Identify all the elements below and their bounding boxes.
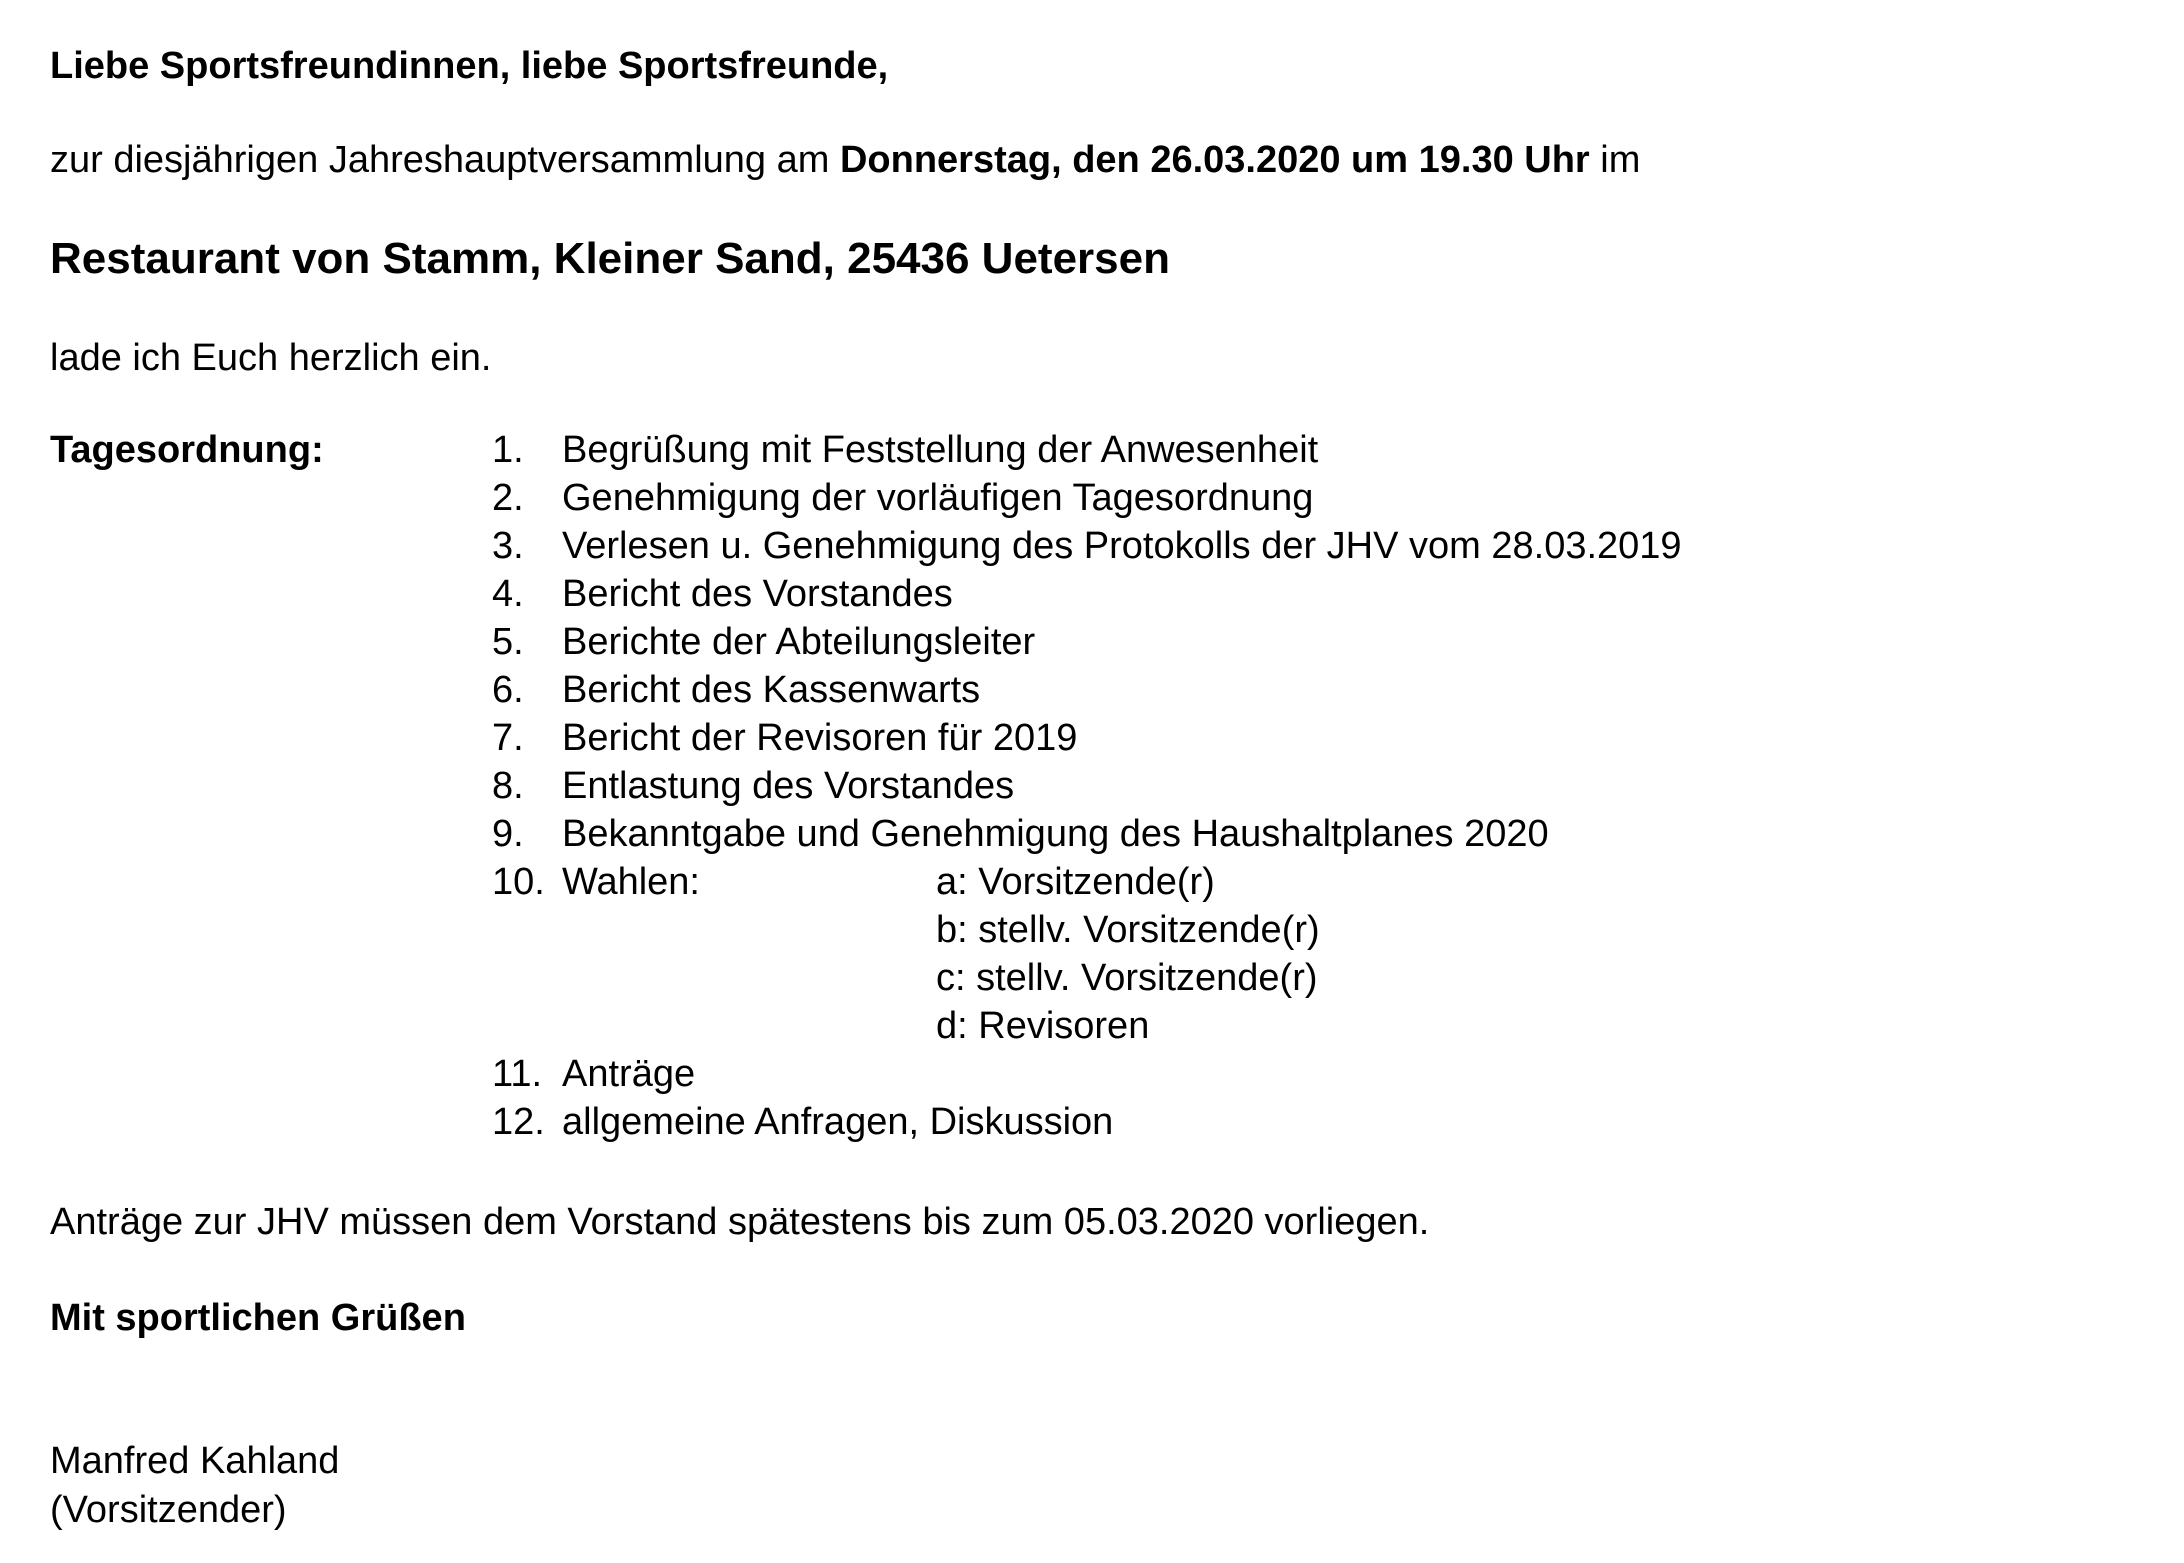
agenda-item-number: 6. — [492, 669, 524, 711]
intro-text-before: zur diesjährigen Jahreshauptversammlung am — [50, 139, 840, 181]
agenda-item-text: Anträge — [562, 1053, 696, 1095]
deadline-text: Anträge zur JHV müssen dem Vorstand spätestens bis zum 05.03.2020 vorliegen. — [50, 1201, 1430, 1243]
salutation: Liebe Sportsfreundinnen, liebe Sportsfreunde, — [50, 45, 889, 87]
meeting-date: Donnerstag, den 26.03.2020 um 19.30 Uhr — [839, 139, 1590, 181]
wahlen-options-list — [936, 860, 1320, 1052]
intro-text-after: im — [1589, 139, 1641, 181]
closing: Mit sportlichen Grüßen — [50, 1297, 466, 1339]
agenda-item-number: 1. — [492, 429, 524, 471]
agenda-item-number: 11. — [492, 1053, 543, 1095]
wahlen-option: a: Vorsitzende(r) — [936, 861, 1215, 903]
agenda-label: Tagesordnung: — [50, 429, 324, 471]
wahlen-option: d: Revisoren — [936, 1005, 1150, 1047]
agenda-item-number: 7. — [492, 717, 524, 759]
agenda-item-text: allgemeine Anfragen, Diskussion — [562, 1101, 1114, 1143]
agenda-item-text: Bekanntgabe und Genehmigung des Haushaltplanes 2020 — [562, 813, 1549, 855]
agenda-item-number: 4. — [492, 573, 524, 615]
agenda-item-text: Bericht des Vorstandes — [562, 573, 953, 615]
agenda-item-number: 9. — [492, 813, 524, 855]
agenda-item-number: 12. — [492, 1101, 545, 1143]
signer-role: (Vorsitzender) — [50, 1489, 287, 1531]
agenda-item-text: Bericht des Kassenwarts — [562, 669, 981, 711]
agenda-item-number: 3. — [492, 525, 524, 567]
agenda-item-text: Wahlen: — [562, 861, 700, 903]
agenda-item-text: Begrüßung mit Feststellung der Anwesenheit — [562, 429, 1319, 471]
signer-name: Manfred Kahland — [50, 1440, 340, 1482]
venue-heading: Restaurant von Stamm, Kleiner Sand, 25436 Uetersen — [50, 234, 1170, 283]
agenda-item-text: Genehmigung der vorläufigen Tagesordnung — [562, 477, 1314, 519]
agenda-item-number: 5. — [492, 621, 524, 663]
agenda-item-text: Bericht der Revisoren für 2019 — [562, 717, 1078, 759]
agenda-item-text: Verlesen u. Genehmigung des Protokolls der JHV vom 28.03.2019 — [562, 525, 1682, 567]
invite-text: lade ich Euch herzlich ein. — [50, 337, 492, 379]
agenda-item-text: Berichte der Abteilungsleiter — [562, 621, 1036, 663]
agenda-item-number: 8. — [492, 765, 524, 807]
agenda-item-text: Entlastung des Vorstandes — [562, 765, 1015, 807]
intro-paragraph — [50, 138, 1640, 184]
agenda-item-number: 2. — [492, 477, 524, 519]
agenda-item-number: 10. — [492, 861, 545, 903]
wahlen-option: c: stellv. Vorsitzende(r) — [936, 957, 1318, 999]
wahlen-option: b: stellv. Vorsitzende(r) — [936, 909, 1320, 951]
